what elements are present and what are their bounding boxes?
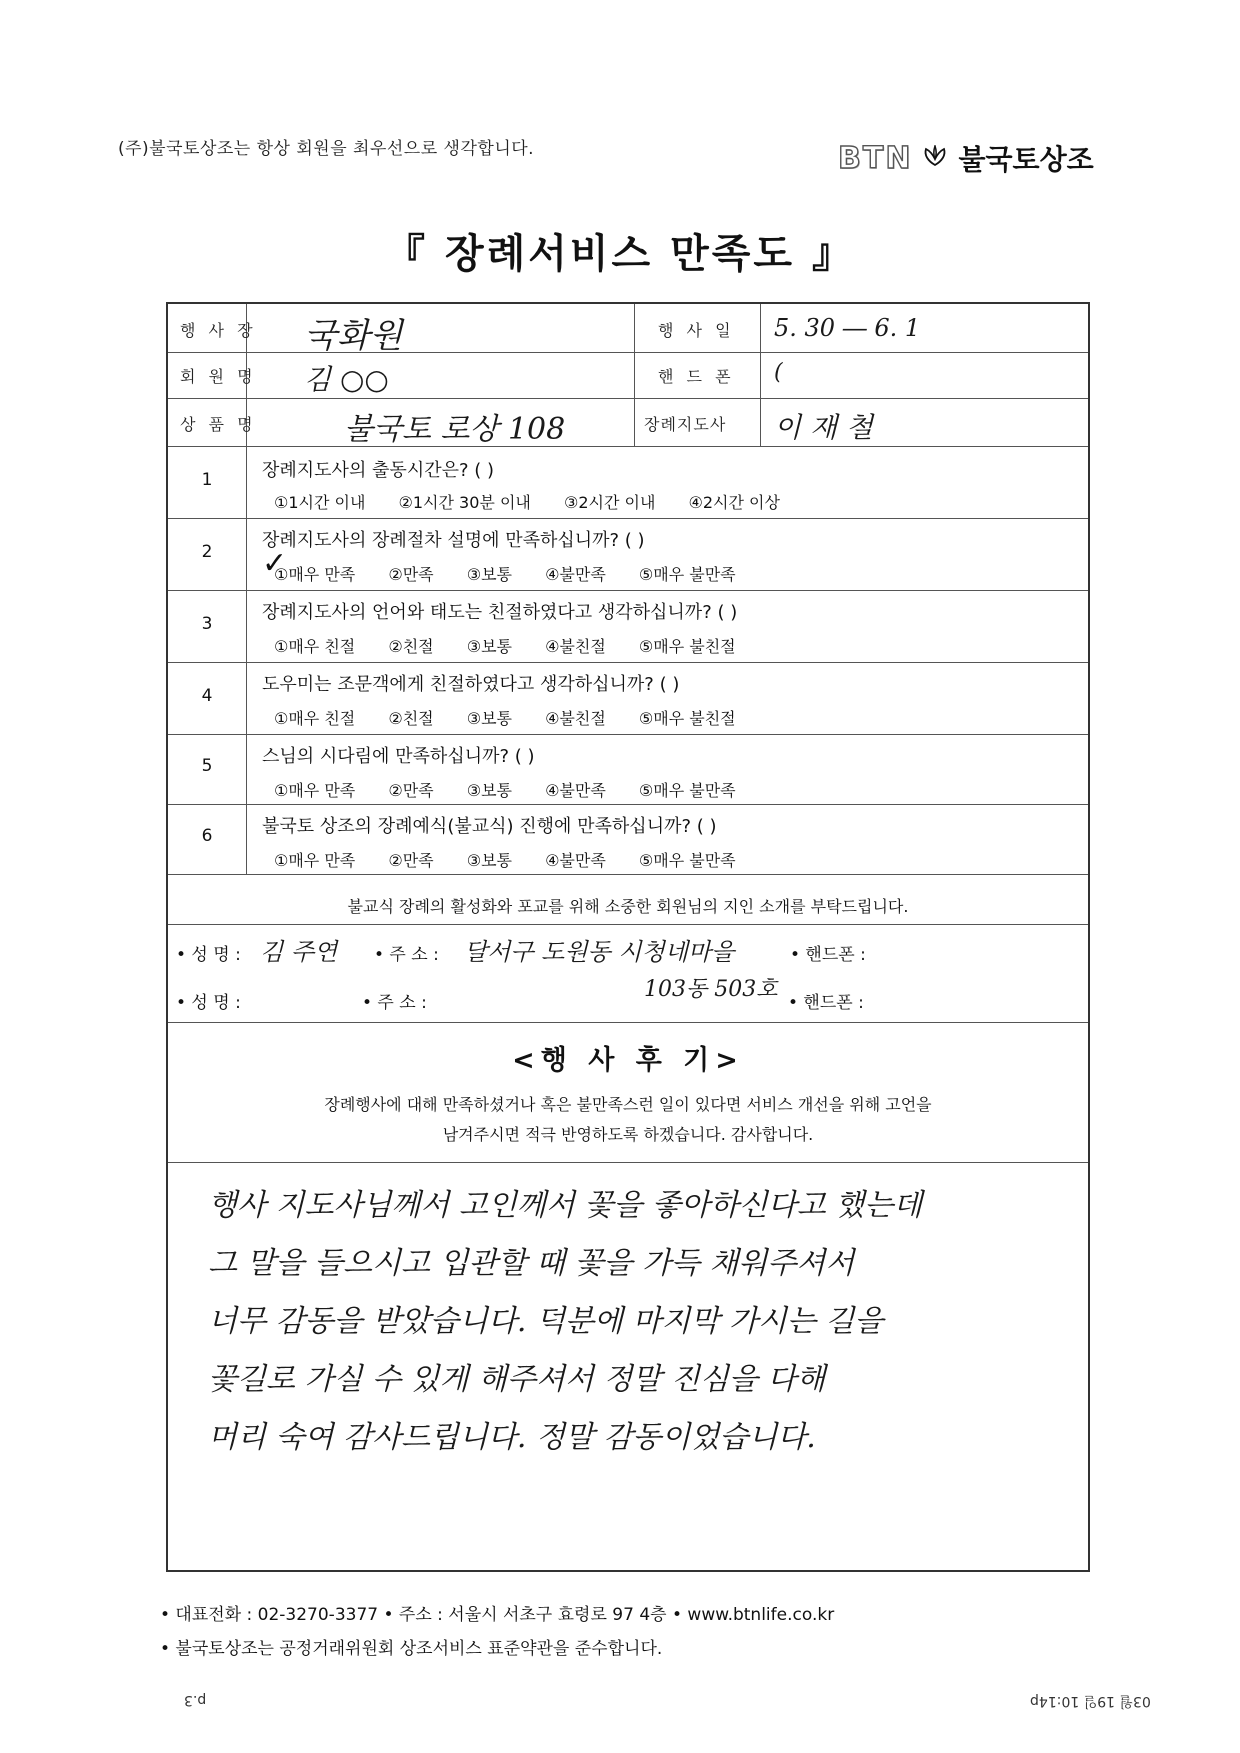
venue-value: 국화원: [304, 316, 403, 356]
question-text: 도우미는 조문객에게 친절하였다고 생각하십니까? ( ): [262, 674, 680, 695]
option-item: ⑤매우 불만족: [638, 565, 736, 584]
referral-addr-value: 달서구 도원동 시청네마을: [464, 938, 735, 966]
member-value: 김 ○○: [304, 363, 389, 396]
option-item: ⑤매우 불친절: [638, 637, 736, 656]
review-handwritten-line: 그 말을 들으시고 입관할 때 꽃을 가득 채워주셔서: [208, 1246, 855, 1281]
footer-compliance: • 불국토상조는 공정거래위원회 상조서비스 표준약관을 준수합니다.: [160, 1639, 663, 1659]
date-label: 행 사 일: [658, 321, 735, 340]
question-text: 스님의 시다림에 만족하십니까? ( ): [262, 746, 535, 767]
phone-label: 핸 드 폰: [658, 367, 735, 386]
option-item: ⑤매우 불만족: [638, 851, 736, 870]
option-item: ②1시간 30분 이내: [398, 493, 531, 512]
question-options: [274, 778, 764, 801]
question-number: 2: [201, 542, 213, 562]
document-title: 『 장례서비스 만족도 』: [385, 231, 855, 277]
referral-addr-label-2: • 주 소 :: [362, 993, 427, 1013]
option-item: ③보통: [466, 851, 512, 870]
option-item: ①1시간 이내: [274, 493, 366, 512]
review-handwritten-line: 너무 감동을 받았습니다. 덕분에 마지막 가시는 길을: [208, 1304, 884, 1339]
fax-timestamp: 03월 19일 10:14p: [1030, 1693, 1151, 1709]
option-item: ④2시간 이상: [688, 493, 780, 512]
referral-name-label: • 성 명 :: [176, 945, 241, 965]
option-item: ④불만족: [545, 781, 606, 800]
referral-note: 불교식 장례의 활성화와 포교를 위해 소중한 회원님의 지인 소개를 부탁드립니다.: [347, 897, 909, 916]
option-item: ②만족: [388, 851, 434, 870]
page-number: p.3: [184, 1692, 207, 1708]
option-item: ③보통: [466, 781, 512, 800]
question-text: 장례지도사의 출동시간은? ( ): [262, 460, 495, 481]
option-item: ②친절: [388, 709, 434, 728]
referral-phone-label: • 핸드폰 :: [790, 945, 866, 965]
referral-addr-label: • 주 소 :: [374, 945, 439, 965]
question-number: 4: [201, 686, 213, 706]
director-value: 이 재 철: [774, 411, 873, 444]
referral-name-label-2: • 성 명 :: [176, 993, 241, 1013]
option-item: ②만족: [388, 781, 434, 800]
option-item: ④불친절: [545, 637, 606, 656]
review-handwritten-line: 행사 지도사님께서 고인께서 꽃을 좋아하신다고 했는데: [208, 1188, 923, 1223]
option-item: ③2시간 이내: [563, 493, 656, 512]
review-intro-line2: 남겨주시면 적극 반영하도록 하겠습니다. 감사합니다.: [442, 1125, 814, 1144]
review-intro-line1: 장례행사에 대해 만족하셨거나 혹은 불만족스런 일이 있다면 서비스 개선을 위해 고언을: [324, 1095, 932, 1114]
phone-value: (: [774, 360, 783, 385]
logo-company-name: 불국토상조: [958, 143, 1094, 176]
product-label: 상 품 명: [180, 415, 257, 434]
question-number: 5: [201, 756, 213, 776]
question-text: 장례지도사의 언어와 태도는 친절하였다고 생각하십니까? ( ): [262, 602, 738, 623]
footer-contact: • 대표전화 : 02-3270-3377 • 주소 : 서울시 서초구 효령로 97 4층 • www.btnlife.co.kr: [160, 1605, 835, 1625]
question-text: 불국토 상조의 장례예식(불교식) 진행에 만족하십니까? ( ): [262, 816, 717, 837]
check-mark-icon: ✓: [262, 546, 288, 581]
question-text: 장례지도사의 장례절차 설명에 만족하십니까? ( ): [262, 530, 645, 551]
option-item: ②친절: [388, 637, 434, 656]
product-value: 불국토 로상 108: [344, 412, 566, 447]
option-item: ①매우 친절: [274, 637, 356, 656]
review-handwritten-line: 머리 숙여 감사드립니다. 정말 감동이었습니다.: [208, 1420, 816, 1455]
member-label: 회 원 명: [180, 367, 257, 386]
option-item: ④불만족: [545, 851, 606, 870]
logo-mark: BTN: [838, 140, 913, 176]
question-options: [274, 634, 764, 657]
option-item: ⑤매우 불친절: [638, 709, 736, 728]
lotus-icon: [922, 145, 948, 171]
question-options: [274, 490, 808, 513]
director-label: 장례지도사: [644, 415, 727, 434]
survey-form: [166, 302, 1090, 1572]
header-tagline: (주)불국토상조는 항상 회원을 최우선으로 생각합니다.: [118, 139, 535, 159]
question-options: [274, 706, 764, 729]
review-handwritten-line: 꽃길로 가실 수 있게 해주셔서 정말 진심을 다해: [208, 1362, 826, 1397]
question-number: 1: [201, 470, 213, 490]
question-number: 6: [201, 826, 213, 846]
option-item: ①매우 친절: [274, 709, 356, 728]
option-item: ③보통: [466, 709, 512, 728]
option-item: ④불만족: [545, 565, 606, 584]
option-item: ①매우 만족: [274, 565, 356, 584]
option-item: ④불친절: [545, 709, 606, 728]
question-number: 3: [201, 614, 213, 634]
review-title: <행 사 후 기>: [512, 1045, 744, 1076]
option-item: ③보통: [466, 637, 512, 656]
option-item: ⑤매우 불만족: [638, 781, 736, 800]
referral-name-value: 김 주연: [260, 938, 338, 966]
option-item: ③보통: [466, 565, 512, 584]
option-item: ②만족: [388, 565, 434, 584]
date-value: 5. 30 ― 6. 1: [774, 314, 921, 342]
referral-addr-unit: 103동 503호: [644, 977, 778, 1002]
question-options: [274, 562, 764, 585]
option-item: ①매우 만족: [274, 851, 356, 870]
venue-label: 행 사 장: [180, 321, 257, 340]
company-logo: [838, 138, 1094, 178]
question-options: [274, 848, 764, 871]
referral-phone-label-2: • 핸드폰 :: [788, 993, 864, 1013]
option-item: ①매우 만족: [274, 781, 356, 800]
